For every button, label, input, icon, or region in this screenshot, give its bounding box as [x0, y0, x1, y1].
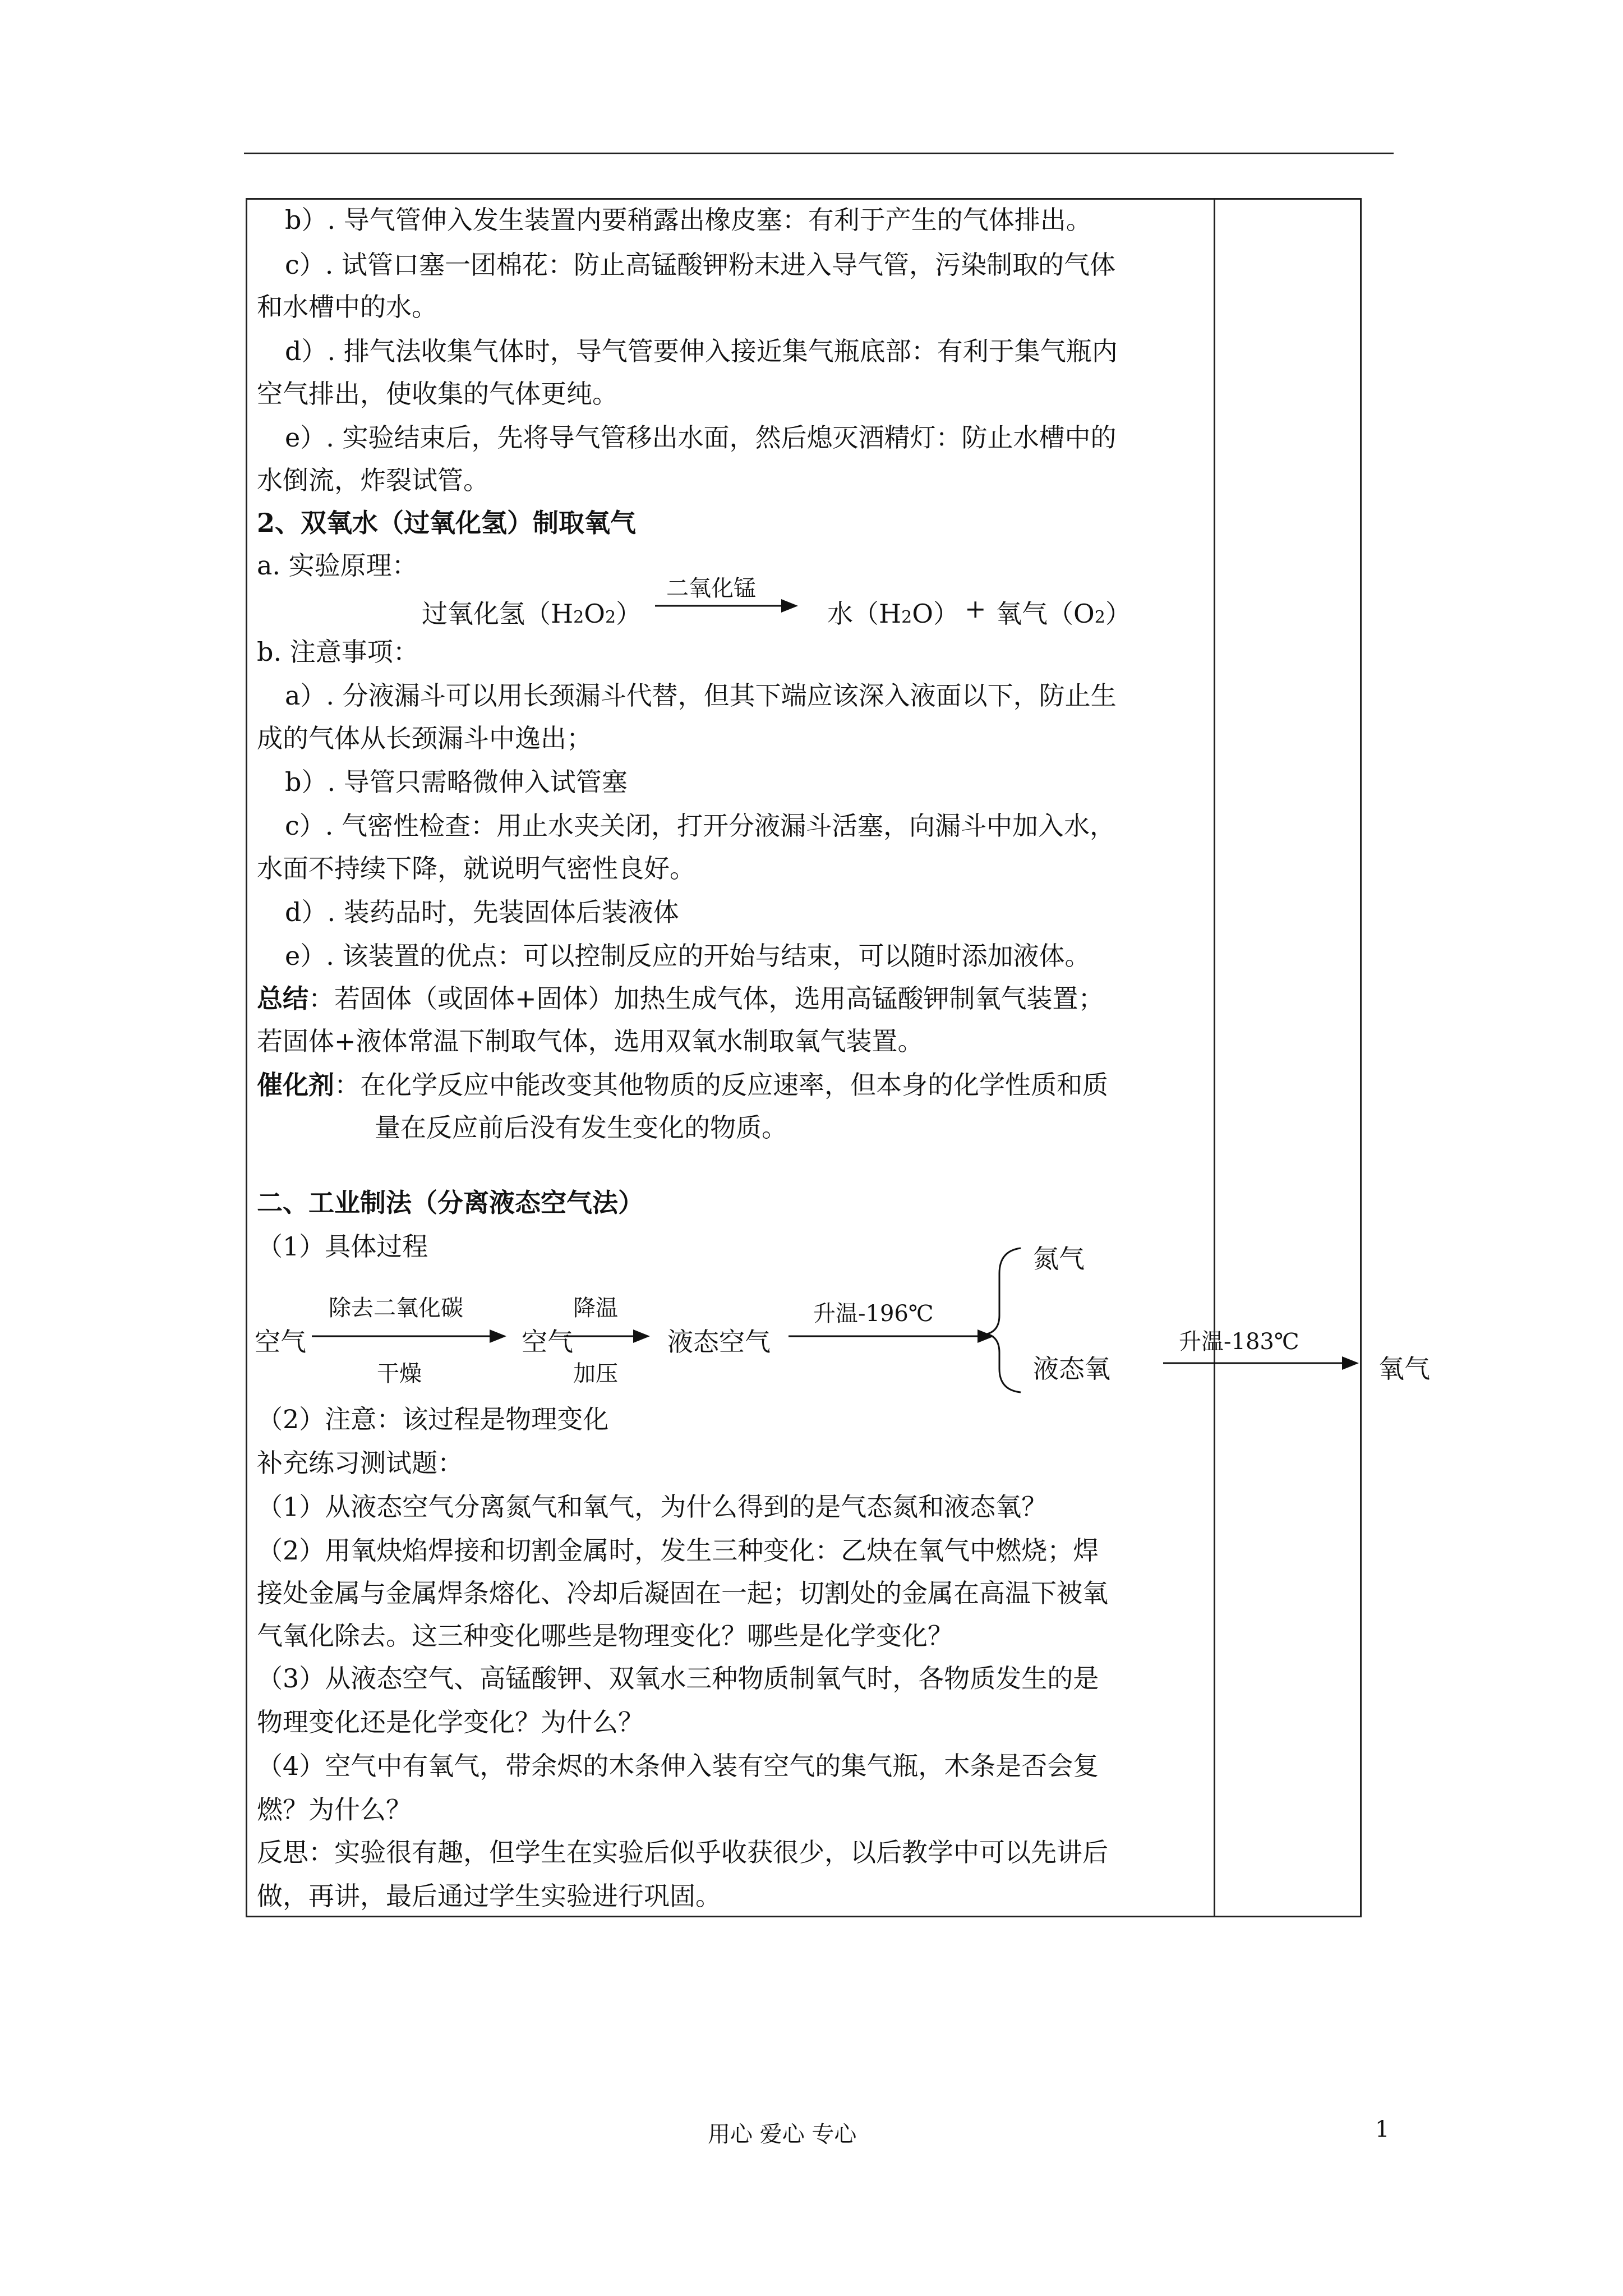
note-c-text: c）. 试管口塞一团棉花：防止高锰酸钾粉末进入导气管，污染制取的气体	[285, 250, 1116, 280]
flow-step2-bottom: 加压	[573, 1361, 618, 1387]
catalyst-label: 催化剂	[257, 1070, 334, 1100]
notes-label: b. 注意事项：	[257, 637, 419, 667]
flow-step4-top: 升温-183℃	[1179, 1329, 1299, 1355]
section-heading-industrial: 二、工业制法（分离液态空气法）	[257, 1188, 644, 1218]
question-4-line-2: 燃？为什么？	[257, 1795, 412, 1825]
flow-step1-top: 除去二氧化碳	[329, 1295, 463, 1321]
note-d-text: d）. 排气法收集气体时，导气管要伸入接近集气瓶底部：有利于集气瓶内	[285, 336, 1118, 366]
catalyst-definition: 催化剂：在化学反应中能改变其他物质的反应速率，但本身的化学性质和质	[257, 1070, 1108, 1100]
summary-line-2: 若固体+液体常温下制取气体，选用双氧水制取氧气装置。	[257, 1026, 924, 1056]
flow-oxygen: 氧气	[1378, 1354, 1430, 1384]
process-label: （1）具体过程	[257, 1231, 428, 1262]
flow-air-1: 空气	[255, 1327, 306, 1357]
h2o2-note-c-continued: 水面不持续下降，就说明气密性良好。	[257, 853, 695, 884]
question-3-line-2: 物理变化还是化学变化？为什么？	[257, 1707, 644, 1737]
practice-heading: 补充练习测试题：	[257, 1448, 463, 1478]
question-2-line-1: （2）用氧炔焰焊接和切割金属时，发生三种变化：乙炔在氧气中燃烧；焊	[257, 1535, 1099, 1566]
note-e-text: e）. 实验结束后，先将导气管移出水面，然后熄灭酒精灯：防止水槽中的	[285, 422, 1117, 453]
flow-air-2: 空气	[522, 1327, 573, 1357]
h2o2-note-e: e）. 该装置的优点：可以控制反应的开始与结束，可以随时添加液体。	[285, 941, 1091, 971]
equation-product-oxygen: 氧气（O2）	[996, 599, 1131, 629]
flow-step3-top: 升温-196℃	[813, 1301, 934, 1327]
reflection-line-1: 反思：实验很有趣，但学生在实验后似乎收获很少，以后教学中可以先讲后	[257, 1837, 1108, 1867]
note-e-continued: 水倒流，炸裂试管。	[257, 465, 489, 495]
question-1: （1）从液态空气分离氮气和氧气，为什么得到的是气态氮和液态氧？	[257, 1492, 1048, 1522]
h2o2-note-a-continued: 成的气体从长颈漏斗中逸出；	[257, 723, 592, 753]
section-heading-h2o2: 2、双氧水（过氧化氢）制取氧气	[257, 508, 637, 538]
reflection-line-2: 做，再讲，最后通过学生实验进行巩固。	[257, 1881, 721, 1911]
note-b-text: b）. 导气管伸入发生装置内要稍露出橡皮塞：有利于产生的气体排出。	[285, 205, 1092, 235]
catalyst-definition-continued: 量在反应前后没有发生变化的物质。	[375, 1112, 787, 1143]
process-note: （2）注意：该过程是物理变化	[257, 1404, 609, 1434]
flow-step2-top: 降温	[573, 1295, 618, 1321]
question-4-line-1: （4）空气中有氧气，带余烬的木条伸入装有空气的集气瓶，木条是否会复	[257, 1751, 1099, 1781]
h2o2-note-b: b）. 导管只需略微伸入试管塞	[285, 767, 628, 797]
summary-label: 总结	[257, 983, 308, 1014]
flow-liquid-air: 液态空气	[667, 1327, 771, 1357]
page-number: 1	[1375, 2116, 1390, 2142]
equation-product-water: 水（H2O）	[827, 599, 959, 629]
note-c-continued: 和水槽中的水。	[257, 292, 437, 322]
equation-catalyst: 二氧化锰	[666, 576, 756, 601]
h2o2-note-d: d）. 装药品时，先装固体后装液体	[285, 897, 679, 927]
flow-nitrogen: 氮气	[1033, 1244, 1085, 1274]
note-d-continued: 空气排出，使收集的气体更纯。	[257, 379, 618, 409]
flow-brace	[987, 1248, 1021, 1392]
summary-line-1: 总结：若固体（或固体+固体）加热生成气体，选用高锰酸钾制氧气装置；	[257, 983, 1104, 1014]
equation-reactant: 过氧化氢（H2O2）	[422, 599, 642, 629]
question-2-line-2: 接处金属与金属焊条熔化、冷却后凝固在一起；切割处的金属在高温下被氧	[257, 1578, 1108, 1608]
question-2-line-3: 气氧化除去。这三种变化哪些是物理变化？哪些是化学变化？	[257, 1621, 953, 1651]
h2o2-note-c: c）. 气密性检查：用止水夹关闭，打开分液漏斗活塞，向漏斗中加入水，	[285, 811, 1116, 841]
h2o2-note-a: a）. 分液漏斗可以用长颈漏斗代替，但其下端应该深入液面以下，防止生	[285, 680, 1117, 711]
flow-step1-bottom: 干燥	[377, 1361, 422, 1387]
principle-label: a. 实验原理：	[257, 550, 418, 581]
flow-liquid-oxygen: 液态氧	[1033, 1354, 1110, 1384]
equation-plus: +	[965, 593, 986, 624]
question-3-line-1: （3）从液态空气、高锰酸钾、双氧水三种物质制氧气时，各物质发生的是	[257, 1663, 1099, 1694]
footer-slogan: 用心 爱心 专心	[708, 2122, 857, 2147]
